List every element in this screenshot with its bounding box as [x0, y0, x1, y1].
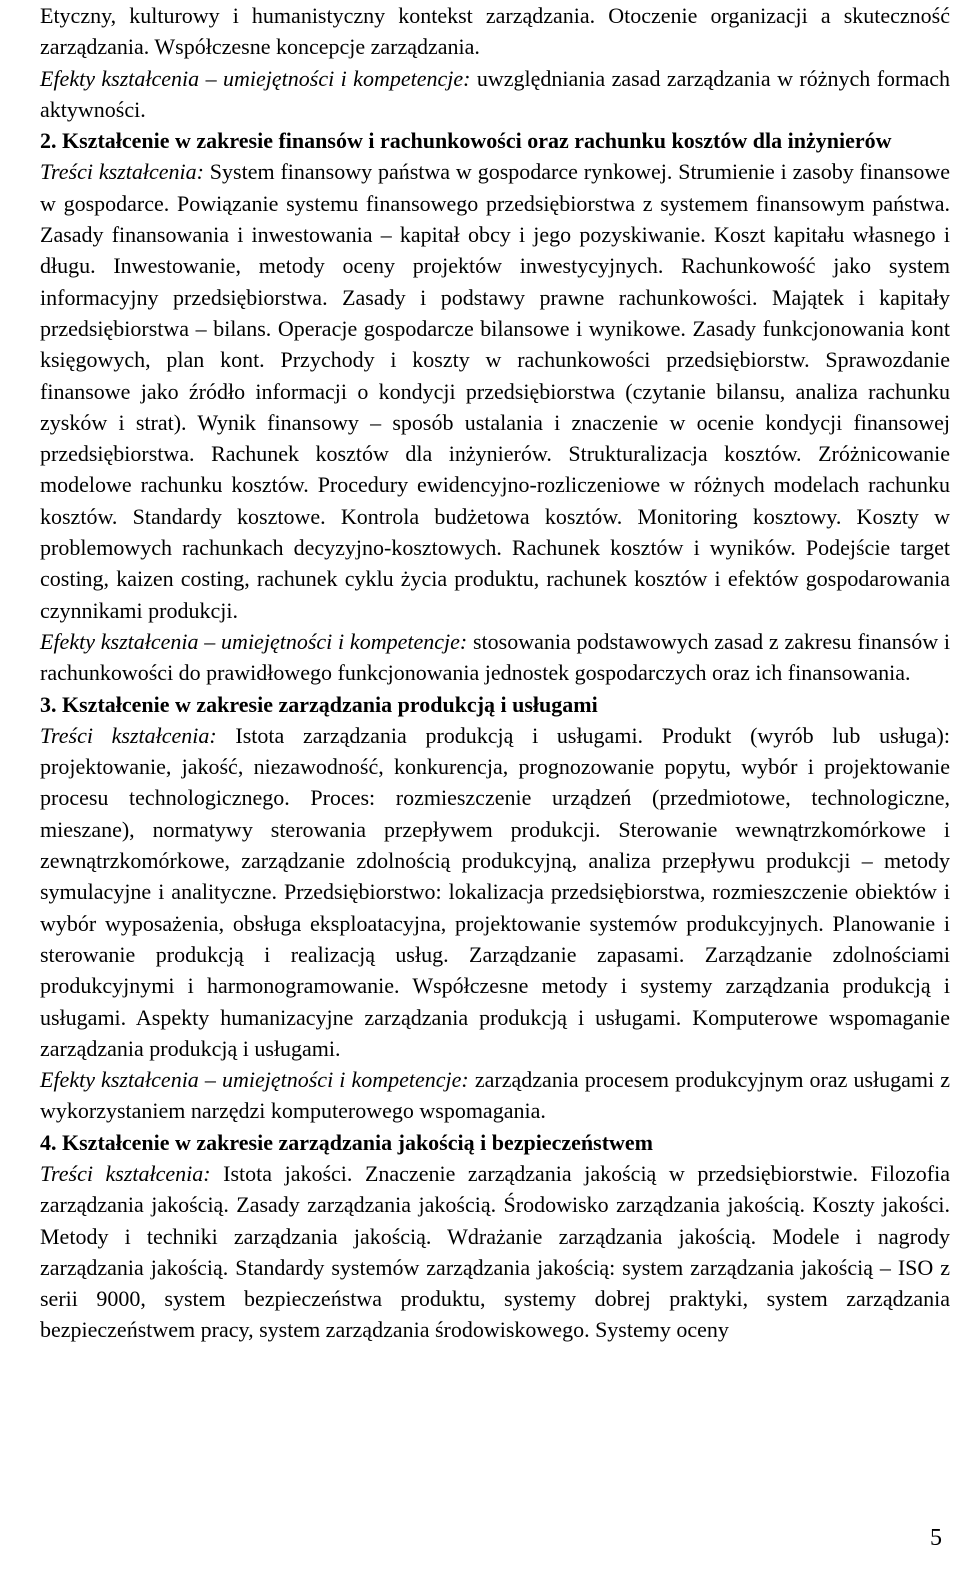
section-heading [40, 1127, 950, 1158]
intro-paragraph [40, 0, 950, 125]
section-content [40, 720, 950, 1127]
section-title: Kształcenie w zakresie zarządzania produkcją i usługami [56, 691, 598, 717]
content-label: Treści kształcenia: [40, 159, 204, 185]
section-content [40, 1158, 950, 1346]
effects-label: Efekty kształcenia – umiejętności i kompetencje: [40, 1067, 469, 1093]
content-text: Istota zarządzania produkcją i usługami. Produkt (wyrób lub usługa): projektowanie, jakość, niezawodność, konkurencja, prognozowanie popytu, wybór i projektowanie procesu technologicznego. Proces: rozmieszczenie urządzeń (przedmiotowe, technologiczne, mieszane), normatywy sterowania przepływem produkcji. Sterowanie wewnątrzkomórkowe i zewnątrzkomórkowe, zarządzanie zdolnością produkcyjną, analiza przepływu produkcji – metody symulacyjne i analityczne. Przedsiębiorstwo: lokalizacja przedsiębiorstwa, rozmieszczenie obiektów i wybór wyposażenia, obsługa eksploatacyjna, projektowanie systemów produkcyjnych. Planowanie i sterowanie produkcją i realizacją usług. Zarządzanie zapasami. Zarządzanie zdolnościami produkcyjnymi i harmonogramowanie. Współczesne metody i systemy zarządzania produkcją i usługami. Aspekty humanizacyjne zarządzania produkcją i usługami. Komputerowe wspomaganie zarządzania produkcją i usługami. [40, 722, 950, 1061]
effects-text: stosowania podstawowych zasad z zakresu finansów i rachunkowości do prawidłowego funkcjonowania jednostek gospodarczych oraz ich finansowania. [40, 628, 950, 686]
section-number: 3. [40, 691, 57, 717]
effects-label: Efekty kształcenia – umiejętności i kompetencje: [40, 628, 468, 654]
intro-effects-text: uwzględniania zasad zarządzania w różnych formach aktywności. [40, 65, 950, 122]
section-title: Kształcenie w zakresie zarządzania jakością i bezpieczeństwem [56, 1129, 654, 1155]
intro-effects-label: Efekty kształcenia – umiejętności i kompetencje: [40, 65, 471, 91]
page-number: 5 [930, 1525, 942, 1551]
section-number: 4. [40, 1129, 57, 1155]
section-number: 2. [40, 128, 57, 154]
content-text: System finansowy państwa w gospodarce rynkowej. Strumienie i zasoby finansowe w gospodarce. Powiązanie systemu finansowego przedsiębiorstwa z systemem finansowym państwa. Zasady finansowania i inwestowania – kapitał obcy i jego pozyskiwanie. Koszt kapitału własnego i długu. Inwestowanie, metody oceny projektów inwestycyjnych. Rachunkowość jako system informacyjny przedsiębiorstwa. Zasady i podstawy prawne rachunkowości. Majątek i kapitały przedsiębiorstwa – bilans. Operacje gospodarcze bilansowe i wynikowe. Zasady funkcjonowania kont księgowych, plan kont. Przychody i koszty w rachunkowości przedsiębiorstw. Sprawozdanie finansowe jako źródło informacji o kondycji przedsiębiorstwa (czytanie bilansu, analiza rachunku zysków i strat). Wynik finansowy – sposób ustalania i znaczenie w ocenie kondycji finansowej przedsiębiorstwa. Rachunek kosztów dla inżynierów. Strukturalizacja kosztów. Zróżnicowanie modelowe rachunku kosztów. Procedury ewidencyjno-rozliczeniowe w różnych modelach rachunku kosztów. Standardy kosztowe. Kontrola budżetowa kosztów. Monitoring kosztowy. Koszty w problemowych rachunkach decyzyjno-kosztowych. Rachunek kosztów i wyników. Podejście target costing, kaizen costing, rachunek cyklu życia produktu, rachunek kosztów i efektów gospodarowania czynnikami produkcji. [40, 159, 950, 623]
section-content [40, 156, 950, 688]
intro-text: Etyczny, kulturowy i humanistyczny kontekst zarządzania. Otoczenie organizacji a skuteczność zarządzania. Współczesne koncepcje zarządzania. [40, 3, 950, 60]
document-page [40, 0, 950, 1346]
effects-text: zarządzania procesem produkcyjnym oraz usługami z wykorzystaniem narzędzi komputerowego wspomagania. [40, 1067, 950, 1124]
section-heading [40, 125, 950, 156]
content-text: Istota jakości. Znaczenie zarządzania jakością w przedsiębiorstwie. Filozofia zarządzania jakością. Zasady zarządzania jakością. Środowisko zarządzania jakością. Koszty jakości. Metody i techniki zarządzania jakością. Wdrażanie zarządzania jakością. Modele i nagrody zarządzania jakością. Standardy systemów zarządzania jakością: system zarządzania jakością – ISO z serii 9000, system bezpieczeństwa produktu, systemy dobrej praktyki, system zarządzania bezpieczeństwem pracy, system zarządzania środowiskowego. Systemy oceny [40, 1160, 950, 1343]
content-label: Treści kształcenia: [40, 1160, 211, 1186]
section-heading [40, 689, 950, 720]
section-title: Kształcenie w zakresie finansów i rachunkowości oraz rachunku kosztów dla inżynierów [56, 128, 892, 154]
content-label: Treści kształcenia: [40, 722, 217, 748]
